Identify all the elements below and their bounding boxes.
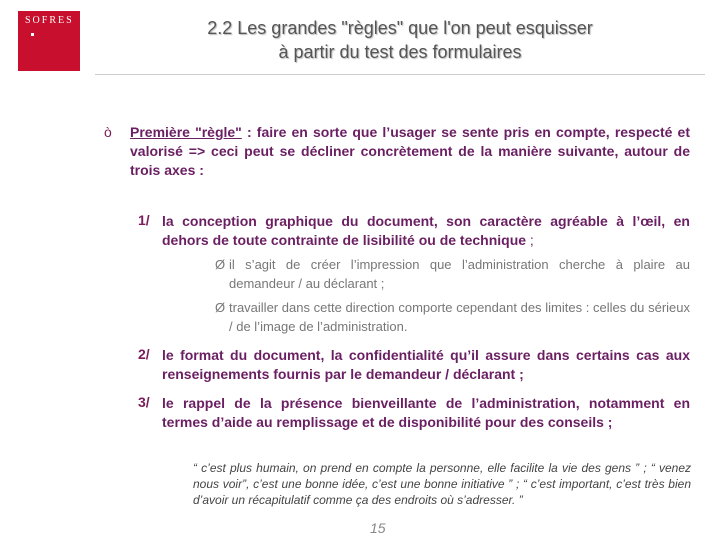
- header-divider: [95, 74, 705, 75]
- arrow-icon: Ø: [215, 257, 226, 272]
- sub-item-2-text: travailler dans cette direction comporte cependant des limites : celles du sérieux / de l’image de l’administration.: [229, 300, 690, 334]
- bullet-icon: ò: [104, 124, 112, 140]
- sub-item-2: [215, 298, 690, 336]
- user-quotes: “ c’est plus humain, on prend en compte la personne, elle facilite la vie des gens ” ; “ venez nous voir”, c’est une bonne idée, c’est une bonne initiative ” ; “ c’est important, c’est très bien d’avoir un récapitulatif comme ça des endroits où s’adresser. ”: [193, 461, 691, 507]
- rule-label: Première "règle": [130, 124, 242, 140]
- axis-item-1-tail: ;: [526, 232, 534, 248]
- sub-item-1-text: il s’agit de créer l’impression que l’administration cherche à plaire au demandeur / au déclarant ;: [229, 257, 690, 291]
- sofres-logo: [18, 11, 80, 71]
- axis-item-1-text: la conception graphique du document, son caractère agréable à l’œil, en dehors de toute contrainte de lisibilité ou de technique: [162, 213, 690, 248]
- axis-item-2: le format du document, la confidentialité qu’il assure dans certains cas aux renseignements fournis par le demandeur / déclarant ;: [162, 347, 690, 382]
- item-number-2: 2/: [138, 346, 150, 362]
- rule-paragraph: [130, 123, 690, 180]
- title-line-2: à partir du test des formulaires: [278, 42, 522, 62]
- item-number-3: 3/: [138, 394, 150, 410]
- logo-dot: [31, 33, 34, 36]
- sub-item-1: [215, 255, 690, 293]
- rule-text: : faire en sorte que l’usager se sente pris en compte, respecté et valorisé => ceci peut se décliner concrètement de la manière suivante, autour de trois axes :: [130, 124, 691, 178]
- item-number-1: 1/: [138, 212, 150, 228]
- logo-text: SOFRES: [25, 15, 74, 26]
- slide-title: [120, 16, 680, 64]
- axis-item-1: [162, 212, 690, 250]
- axis-item-3: le rappel de la présence bienveillante de l’administration, notamment en termes d’aide au remplissage et de disponibilité pour des conseils ;: [162, 395, 690, 430]
- page-number: 15: [370, 520, 386, 536]
- arrow-icon: Ø: [215, 300, 226, 315]
- title-line-1: 2.2 Les grandes "règles" que l'on peut esquisser: [207, 18, 593, 38]
